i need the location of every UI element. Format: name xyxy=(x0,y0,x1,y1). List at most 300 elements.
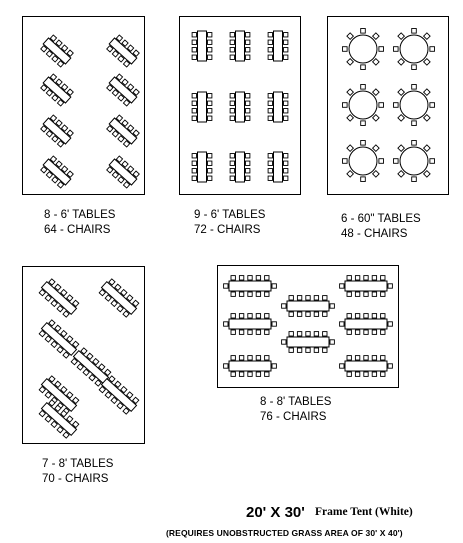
chair xyxy=(398,33,405,40)
chair xyxy=(208,109,212,113)
chair xyxy=(355,314,359,318)
chair xyxy=(230,109,234,113)
chair xyxy=(297,348,301,352)
chair xyxy=(424,89,431,96)
chair xyxy=(224,322,228,326)
round-table-group xyxy=(394,85,435,126)
chair xyxy=(272,284,276,288)
banquet-table-group xyxy=(340,356,393,377)
chair xyxy=(284,55,288,59)
chair xyxy=(208,55,212,59)
chair xyxy=(231,356,235,360)
banquet-table-group xyxy=(340,276,393,297)
chair xyxy=(248,314,252,318)
banquet-table-group xyxy=(224,356,277,377)
chair xyxy=(231,372,235,376)
chair xyxy=(208,161,212,165)
banquet-table-group xyxy=(268,152,288,182)
chair xyxy=(272,364,276,368)
chair xyxy=(343,47,348,52)
chair xyxy=(284,109,288,113)
chair xyxy=(268,116,272,120)
chair xyxy=(248,276,252,280)
chair xyxy=(430,159,435,164)
round-table xyxy=(349,91,377,119)
banquet-table-group xyxy=(224,276,277,297)
chair-count: 48 - CHAIRS xyxy=(341,228,408,240)
chair xyxy=(248,356,252,360)
chair xyxy=(284,116,288,120)
chair xyxy=(246,154,250,158)
tent-size: 20' X 30' xyxy=(246,504,305,521)
chair xyxy=(239,314,243,318)
chair xyxy=(314,348,318,352)
chair xyxy=(230,40,234,44)
chair xyxy=(381,330,385,334)
chair xyxy=(343,159,348,164)
chair xyxy=(192,116,196,120)
chair xyxy=(381,276,385,280)
chair xyxy=(268,101,272,105)
chair xyxy=(246,169,250,173)
banquet-table-group xyxy=(268,92,288,122)
grass-area-note: (REQUIRES UNOBSTRUCTED GRASS AREA OF 30' X 40') xyxy=(166,528,403,538)
chair xyxy=(347,356,351,360)
chair xyxy=(246,101,250,105)
chair xyxy=(361,121,366,126)
chair xyxy=(192,161,196,165)
chair xyxy=(355,330,359,334)
chair xyxy=(239,276,243,280)
chair xyxy=(256,314,260,318)
chair xyxy=(314,332,318,336)
chair xyxy=(231,314,235,318)
chair xyxy=(323,312,327,316)
chair xyxy=(330,304,334,308)
chair xyxy=(256,276,260,280)
chair xyxy=(424,145,431,152)
chair xyxy=(340,284,344,288)
layout-caption-5 xyxy=(260,395,331,425)
chair xyxy=(347,89,354,96)
chair xyxy=(412,65,417,70)
chair xyxy=(343,103,348,108)
chair xyxy=(224,284,228,288)
table-count: 8 - 6' TABLES xyxy=(44,209,116,221)
chair xyxy=(364,372,368,376)
chair xyxy=(265,292,269,296)
chair xyxy=(340,364,344,368)
layout-diagram-1 xyxy=(22,16,145,195)
chair xyxy=(297,332,301,336)
chair xyxy=(372,356,376,360)
banquet-table-group xyxy=(40,114,75,148)
chair-count: 64 - CHAIRS xyxy=(44,224,111,236)
layout-caption-2 xyxy=(194,208,265,238)
banquet-table-group xyxy=(192,92,212,122)
chair xyxy=(361,65,366,70)
chair xyxy=(231,330,235,334)
chair xyxy=(373,59,380,66)
banquet-table xyxy=(287,337,329,347)
chair xyxy=(394,47,399,52)
chair xyxy=(364,330,368,334)
chair xyxy=(246,48,250,52)
chair xyxy=(364,356,368,360)
layout-diagram-3 xyxy=(327,16,449,195)
chair xyxy=(373,115,380,122)
banquet-table xyxy=(345,361,387,371)
chair xyxy=(284,40,288,44)
chair xyxy=(289,312,293,316)
chair xyxy=(268,109,272,113)
round-table-group xyxy=(343,29,384,70)
chair xyxy=(424,33,431,40)
banquet-table-group xyxy=(40,155,75,189)
layout-diagram-2 xyxy=(179,16,301,195)
chair xyxy=(347,145,354,152)
chair xyxy=(412,141,417,146)
chair xyxy=(192,101,196,105)
chair-count: 76 - CHAIRS xyxy=(260,411,327,423)
layout-diagram-4 xyxy=(22,266,145,444)
chair xyxy=(230,33,234,37)
chair xyxy=(192,55,196,59)
banquet-table-group xyxy=(192,152,212,182)
chair xyxy=(355,276,359,280)
table-count: 7 - 8' TABLES xyxy=(42,458,114,470)
chair xyxy=(246,161,250,165)
chair xyxy=(208,33,212,37)
chair xyxy=(256,356,260,360)
chair xyxy=(246,55,250,59)
chair xyxy=(192,94,196,98)
chair xyxy=(192,176,196,180)
chair xyxy=(231,276,235,280)
table-layout-drawing xyxy=(328,17,448,194)
banquet-table-group xyxy=(40,34,75,68)
banquet-table-group xyxy=(106,73,141,107)
banquet-table xyxy=(274,31,283,61)
round-table-group xyxy=(343,85,384,126)
chair xyxy=(230,101,234,105)
chair xyxy=(340,322,344,326)
chair xyxy=(272,322,276,326)
banquet-table-group xyxy=(98,278,140,319)
chair xyxy=(284,48,288,52)
chair xyxy=(284,161,288,165)
chair xyxy=(398,145,405,152)
chair xyxy=(347,314,351,318)
chair xyxy=(398,59,405,66)
chair xyxy=(424,59,431,66)
chair xyxy=(230,169,234,173)
chair xyxy=(256,292,260,296)
chair xyxy=(289,296,293,300)
chair xyxy=(208,40,212,44)
banquet-table xyxy=(198,152,207,182)
chair xyxy=(289,332,293,336)
chair xyxy=(268,176,272,180)
chair xyxy=(412,85,417,90)
chair xyxy=(208,48,212,52)
chair xyxy=(314,296,318,300)
banquet-table-group xyxy=(40,73,75,107)
chair xyxy=(355,356,359,360)
chair xyxy=(284,176,288,180)
chair xyxy=(361,141,366,146)
chair xyxy=(330,340,334,344)
chair xyxy=(306,312,310,316)
chair xyxy=(248,292,252,296)
chair xyxy=(323,348,327,352)
chair xyxy=(388,322,392,326)
chair xyxy=(192,169,196,173)
chair xyxy=(297,296,301,300)
table-layout-drawing xyxy=(180,17,300,194)
round-table xyxy=(349,147,377,175)
round-table-group xyxy=(343,141,384,182)
chair xyxy=(323,296,327,300)
chair xyxy=(246,176,250,180)
chair xyxy=(268,154,272,158)
banquet-table xyxy=(345,319,387,329)
table-count: 8 - 8' TABLES xyxy=(260,396,332,408)
chair xyxy=(364,314,368,318)
chair xyxy=(231,292,235,296)
chair xyxy=(306,332,310,336)
chair xyxy=(394,159,399,164)
table-count: 9 - 6' TABLES xyxy=(194,209,266,221)
round-table xyxy=(349,35,377,63)
chair xyxy=(424,115,431,122)
banquet-table-group xyxy=(268,31,288,61)
chair xyxy=(430,47,435,52)
chair xyxy=(388,284,392,288)
chair xyxy=(373,33,380,40)
chair xyxy=(361,29,366,34)
banquet-table-group xyxy=(38,319,80,360)
chair xyxy=(224,364,228,368)
chair xyxy=(230,94,234,98)
chair xyxy=(379,103,384,108)
banquet-table xyxy=(345,281,387,291)
banquet-table xyxy=(236,152,245,182)
chair xyxy=(412,121,417,126)
chair xyxy=(347,276,351,280)
chair xyxy=(323,332,327,336)
banquet-table-group xyxy=(224,314,277,335)
chair xyxy=(192,40,196,44)
chair xyxy=(347,115,354,122)
chair xyxy=(268,161,272,165)
round-table xyxy=(400,147,428,175)
chair xyxy=(268,48,272,52)
banquet-table xyxy=(198,92,207,122)
chair xyxy=(394,103,399,108)
chair xyxy=(372,314,376,318)
chair xyxy=(373,171,380,178)
banquet-table xyxy=(229,361,271,371)
chair xyxy=(372,330,376,334)
table-count: 6 - 60" TABLES xyxy=(341,213,421,225)
banquet-table-group xyxy=(106,155,141,189)
chair xyxy=(361,177,366,182)
chair xyxy=(239,372,243,376)
chair xyxy=(246,116,250,120)
layout-diagram-5 xyxy=(217,265,399,388)
chair xyxy=(381,356,385,360)
tent-description: Frame Tent (White) xyxy=(315,506,413,518)
chair xyxy=(355,292,359,296)
chair xyxy=(230,116,234,120)
layout-caption-1 xyxy=(44,208,115,238)
chair xyxy=(430,103,435,108)
chair xyxy=(297,312,301,316)
chair xyxy=(208,116,212,120)
chair xyxy=(268,94,272,98)
chair xyxy=(372,372,376,376)
chair xyxy=(248,372,252,376)
chair xyxy=(306,348,310,352)
chair xyxy=(361,85,366,90)
banquet-table-group xyxy=(282,296,335,317)
banquet-table xyxy=(274,152,283,182)
chair xyxy=(268,55,272,59)
chair xyxy=(284,154,288,158)
chair xyxy=(284,101,288,105)
chair xyxy=(381,372,385,376)
chair xyxy=(265,276,269,280)
chair xyxy=(208,176,212,180)
round-table xyxy=(400,91,428,119)
chair xyxy=(246,33,250,37)
chair xyxy=(248,330,252,334)
chair xyxy=(373,89,380,96)
chair xyxy=(398,115,405,122)
table-layout-drawing xyxy=(23,17,144,194)
chair xyxy=(373,145,380,152)
chair xyxy=(381,314,385,318)
chair xyxy=(424,171,431,178)
chair xyxy=(256,330,260,334)
chair xyxy=(372,292,376,296)
banquet-table-group xyxy=(38,278,80,319)
chair xyxy=(284,33,288,37)
banquet-table-group xyxy=(230,152,250,182)
layout-caption-4 xyxy=(42,457,113,487)
banquet-table xyxy=(229,281,271,291)
chair xyxy=(192,48,196,52)
chair xyxy=(230,154,234,158)
banquet-table-group xyxy=(230,92,250,122)
chair xyxy=(192,109,196,113)
chair xyxy=(282,340,286,344)
chair xyxy=(265,356,269,360)
chair xyxy=(284,94,288,98)
chair xyxy=(412,29,417,34)
chair xyxy=(192,154,196,158)
banquet-table-group xyxy=(282,332,335,353)
round-table-group xyxy=(394,29,435,70)
chair xyxy=(289,348,293,352)
chair xyxy=(192,33,196,37)
chair xyxy=(230,176,234,180)
round-table xyxy=(400,35,428,63)
banquet-table-group xyxy=(192,31,212,61)
chair xyxy=(388,364,392,368)
chair xyxy=(208,94,212,98)
banquet-table xyxy=(274,92,283,122)
chair xyxy=(239,330,243,334)
chair xyxy=(364,292,368,296)
chair xyxy=(379,159,384,164)
chair xyxy=(230,55,234,59)
banquet-table-group xyxy=(106,114,141,148)
round-table-group xyxy=(394,141,435,182)
chair xyxy=(364,276,368,280)
chair xyxy=(230,161,234,165)
chair xyxy=(347,372,351,376)
chair xyxy=(246,94,250,98)
chair xyxy=(268,40,272,44)
chair xyxy=(347,292,351,296)
banquet-table-group xyxy=(230,31,250,61)
chair-count: 70 - CHAIRS xyxy=(42,473,109,485)
banquet-table xyxy=(229,319,271,329)
chair xyxy=(268,169,272,173)
banquet-table xyxy=(287,301,329,311)
chair xyxy=(208,169,212,173)
chair xyxy=(355,372,359,376)
chair xyxy=(230,48,234,52)
banquet-table-group xyxy=(106,34,141,68)
chair xyxy=(347,171,354,178)
chair xyxy=(208,154,212,158)
banquet-table xyxy=(198,31,207,61)
chair xyxy=(347,33,354,40)
chair xyxy=(282,304,286,308)
chair xyxy=(239,292,243,296)
chair xyxy=(306,296,310,300)
chair xyxy=(398,89,405,96)
chair xyxy=(372,276,376,280)
chair xyxy=(265,314,269,318)
chair xyxy=(246,109,250,113)
chair xyxy=(379,47,384,52)
chair xyxy=(314,312,318,316)
chair xyxy=(256,372,260,376)
chair xyxy=(268,33,272,37)
banquet-table xyxy=(236,31,245,61)
banquet-table-group xyxy=(340,314,393,335)
chair xyxy=(381,292,385,296)
chair xyxy=(398,171,405,178)
table-layout-drawing xyxy=(218,266,398,387)
table-layout-drawing xyxy=(23,267,144,443)
chair xyxy=(284,169,288,173)
chair-count: 72 - CHAIRS xyxy=(194,224,261,236)
chair xyxy=(246,40,250,44)
chair xyxy=(265,372,269,376)
chair xyxy=(239,356,243,360)
chair xyxy=(412,177,417,182)
chair xyxy=(347,330,351,334)
chair xyxy=(265,330,269,334)
banquet-table xyxy=(236,92,245,122)
layout-caption-3 xyxy=(341,212,421,242)
chair xyxy=(347,59,354,66)
